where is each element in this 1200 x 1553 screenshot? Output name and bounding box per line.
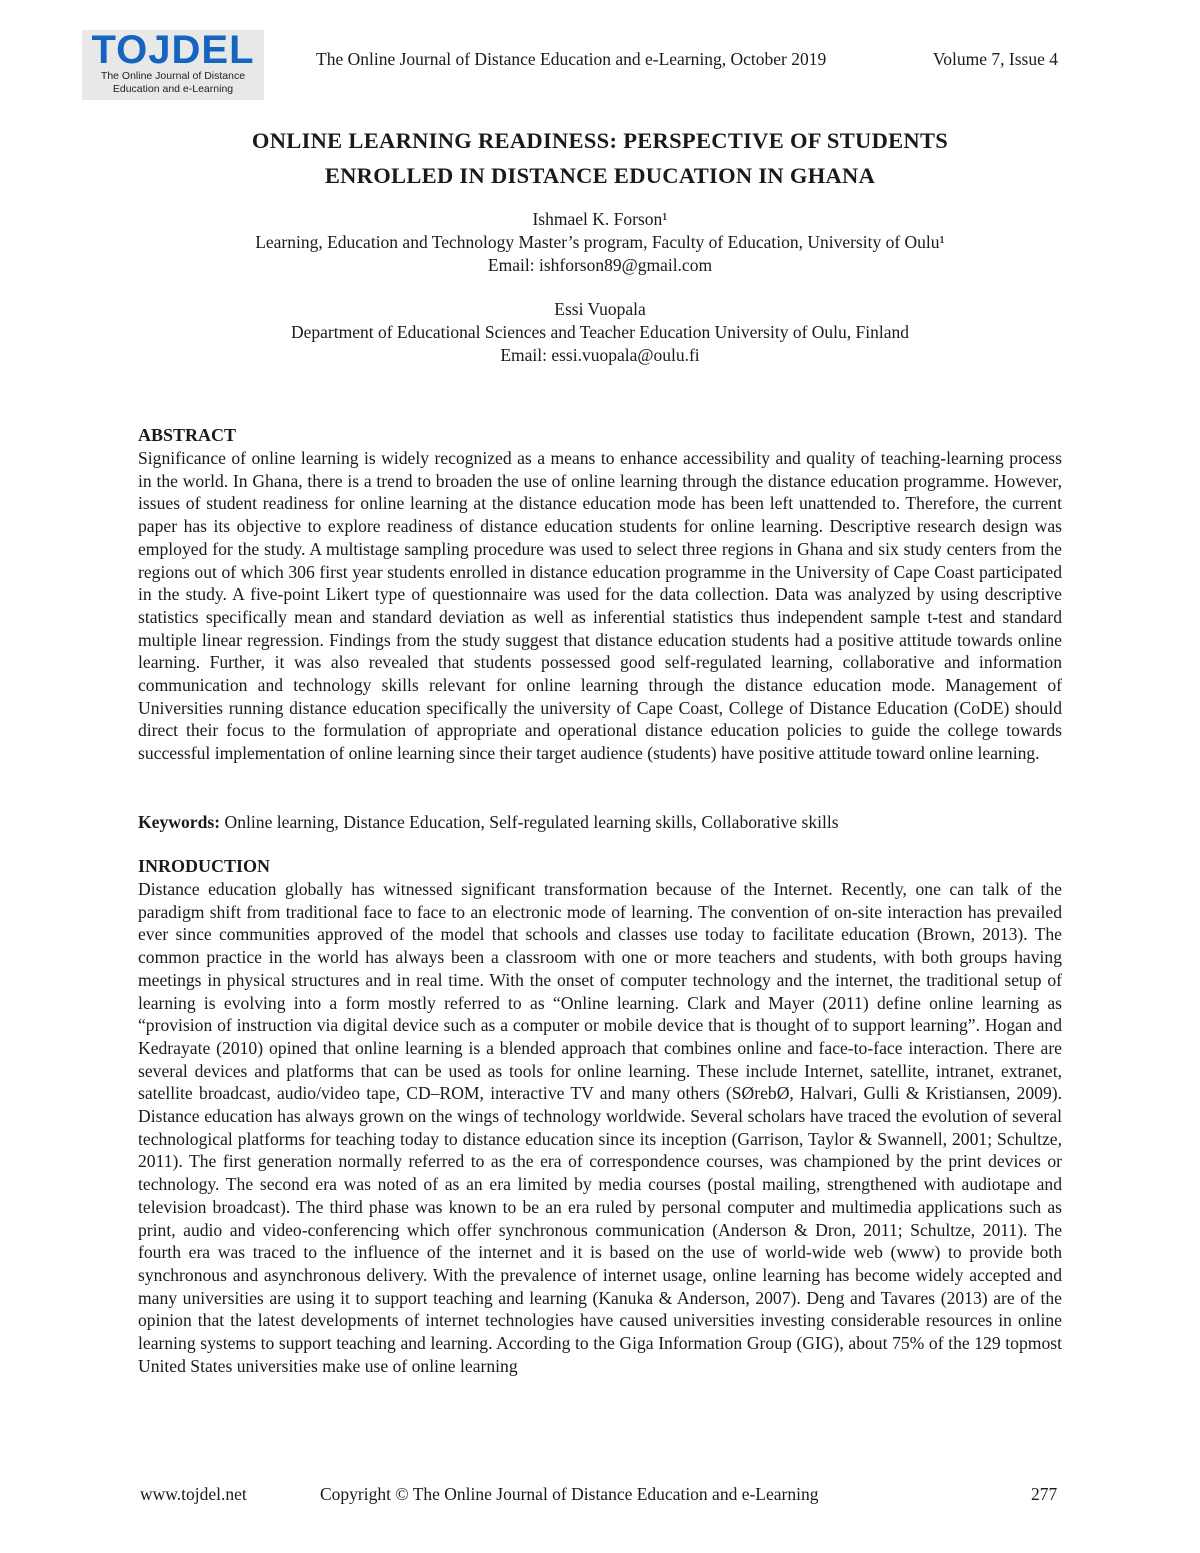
author-1-name: Ishmael K. Forson¹ bbox=[532, 209, 668, 229]
paper-title-line-2: ENROLLED IN DISTANCE EDUCATION IN GHANA bbox=[324, 163, 876, 188]
keywords-label: Keywords: bbox=[138, 812, 221, 832]
logo-subtitle bbox=[82, 70, 264, 96]
logo-subtitle-line-1: The Online Journal of Distance bbox=[100, 70, 246, 82]
footer-copyright: Copyright © The Online Journal of Distance Education and e-Learning bbox=[320, 1484, 819, 1504]
abstract-heading: ABSTRACT bbox=[138, 425, 237, 445]
volume-issue: Volume 7, Issue 4 bbox=[932, 49, 1058, 69]
author-2-email: Email: essi.vuopala@oulu.fi bbox=[500, 345, 700, 365]
logo-subtitle-line-2: Education and e-Learning bbox=[112, 83, 234, 95]
keywords bbox=[138, 811, 1062, 833]
author-1-affiliation: Learning, Education and Technology Master’s program, Faculty of Education, University of Oulu¹ bbox=[255, 232, 945, 252]
introduction-text: Distance education globally has witnessed significant transformation because of the Internet. Recently, one can talk of the paradigm shift from traditional face to face to an electronic mode of learning. The convention of on-site interaction has prevailed ever since communities approved of the model that schools and classes use today to facilitate education (Brown, 2013). The common practice in the world has always been a classroom with one or more teachers and students, with both groups having meetings in physical structures and in real time. With the onset of computer technology and the internet, the traditional setup of learning is evolving into a form mostly referred to as “Online learning. Clark and Mayer (2011) define online learning as “provision of instruction via digital device such as a computer or mobile device that is thought of to support learning”. Hogan and Kedrayate (2010) opined that online learning is a blended approach that combines online and face-to-face interaction. There are several devices and platforms that can be used as tools for online learning. These include Internet, satellite, intranet, extranet, satellite broadcast, audio/video tape, CD–ROM, interactive TV and many others (SØrebØ, Halvari, Gulli & Kristiansen, 2009). Distance education has always grown on the wings of technology worldwide. Several scholars have traced the evolution of several technological platforms for teaching today to distance education since its inception (Garrison, Taylor & Swannell, 2001; Schultze, 2011). The first generation normally referred to as the era of correspondence courses, was championed by the print devices or technology. The second era was noted of as an era limited by media courses (postal mailing, strengthened with audiotape and television broadcast). The third phase was known to be an era ruled by personal computer and multimedia applications such as print, audio and video-conferencing which offer synchronous communication (Anderson & Dron, 2011; Schultze, 2011). The fourth era was traced to the influence of the internet and it is based on the use of world-wide web (www) to provide both synchronous and asynchronous delivery. With the prevalence of internet usage, online learning has become widely accepted and many universities are using it to support teaching and learning (Kanuka & Anderson, 2007). Deng and Tavares (2013) are of the opinion that the latest developments of internet technologies have caused universities investing considerable resources in online learning systems to support teaching and learning. According to the Giga Information Group (GIG), about 75% of the 129 topmost United States universities make use of online learning bbox=[138, 879, 1062, 1376]
introduction-heading: INRODUCTION bbox=[138, 856, 271, 876]
page-number: 277 bbox=[1031, 1484, 1058, 1504]
paper-title-line-1: ONLINE LEARNING READINESS: PERSPECTIVE OF STUDENTS bbox=[251, 128, 949, 153]
logo-wordmark: TOJDEL bbox=[91, 28, 255, 72]
abstract-text: Significance of online learning is widely recognized as a means to enhance accessibility and quality of teaching-learning process in the world. In Ghana, there is a trend to broaden the use of online learning through the distance education programme. However, issues of student readiness for online learning at the distance education mode has been left unattended to. Therefore, the current paper has its objective to explore readiness of distance education students for online learning. Descriptive research design was employed for the study. A multistage sampling procedure was used to select three regions in Ghana and six study centers from the regions out of which 306 first year students enrolled in distance education programme in the University of Cape Coast participated in the study. A five-point Likert type of questionnaire was used for the data collection. Data was analyzed by using descriptive statistics specifically mean and standard deviation as well as inferential statistics thus independent sample t-test and standard multiple linear regression. Findings from the study suggest that distance education students had a positive attitude towards online learning. Further, it was also revealed that students possessed good self-regulated learning, collaborative and information communication and technology skills relevant for online learning through the distance education mode. Management of Universities running distance education specifically the university of Cape Coast, College of Distance Education (CoDE) should direct their focus to the formulation of appropriate and operational distance education policies to guide the college towards successful implementation of online learning since their target audience (students) have positive attitude toward online learning. bbox=[138, 448, 1062, 764]
author-2-affiliation: Department of Educational Sciences and Teacher Education University of Oulu, Finland bbox=[290, 322, 910, 342]
journal-header: The Online Journal of Distance Education and e-Learning, October 2019 bbox=[316, 49, 827, 69]
footer-url: www.tojdel.net bbox=[140, 1484, 247, 1504]
author-1-email: Email: ishforson89@gmail.com bbox=[487, 255, 713, 275]
author-2-name: Essi Vuopala bbox=[554, 299, 646, 319]
keywords-list: Online learning, Distance Education, Self-regulated learning skills, Collaborative skills bbox=[220, 812, 839, 832]
journal-logo bbox=[82, 30, 264, 100]
